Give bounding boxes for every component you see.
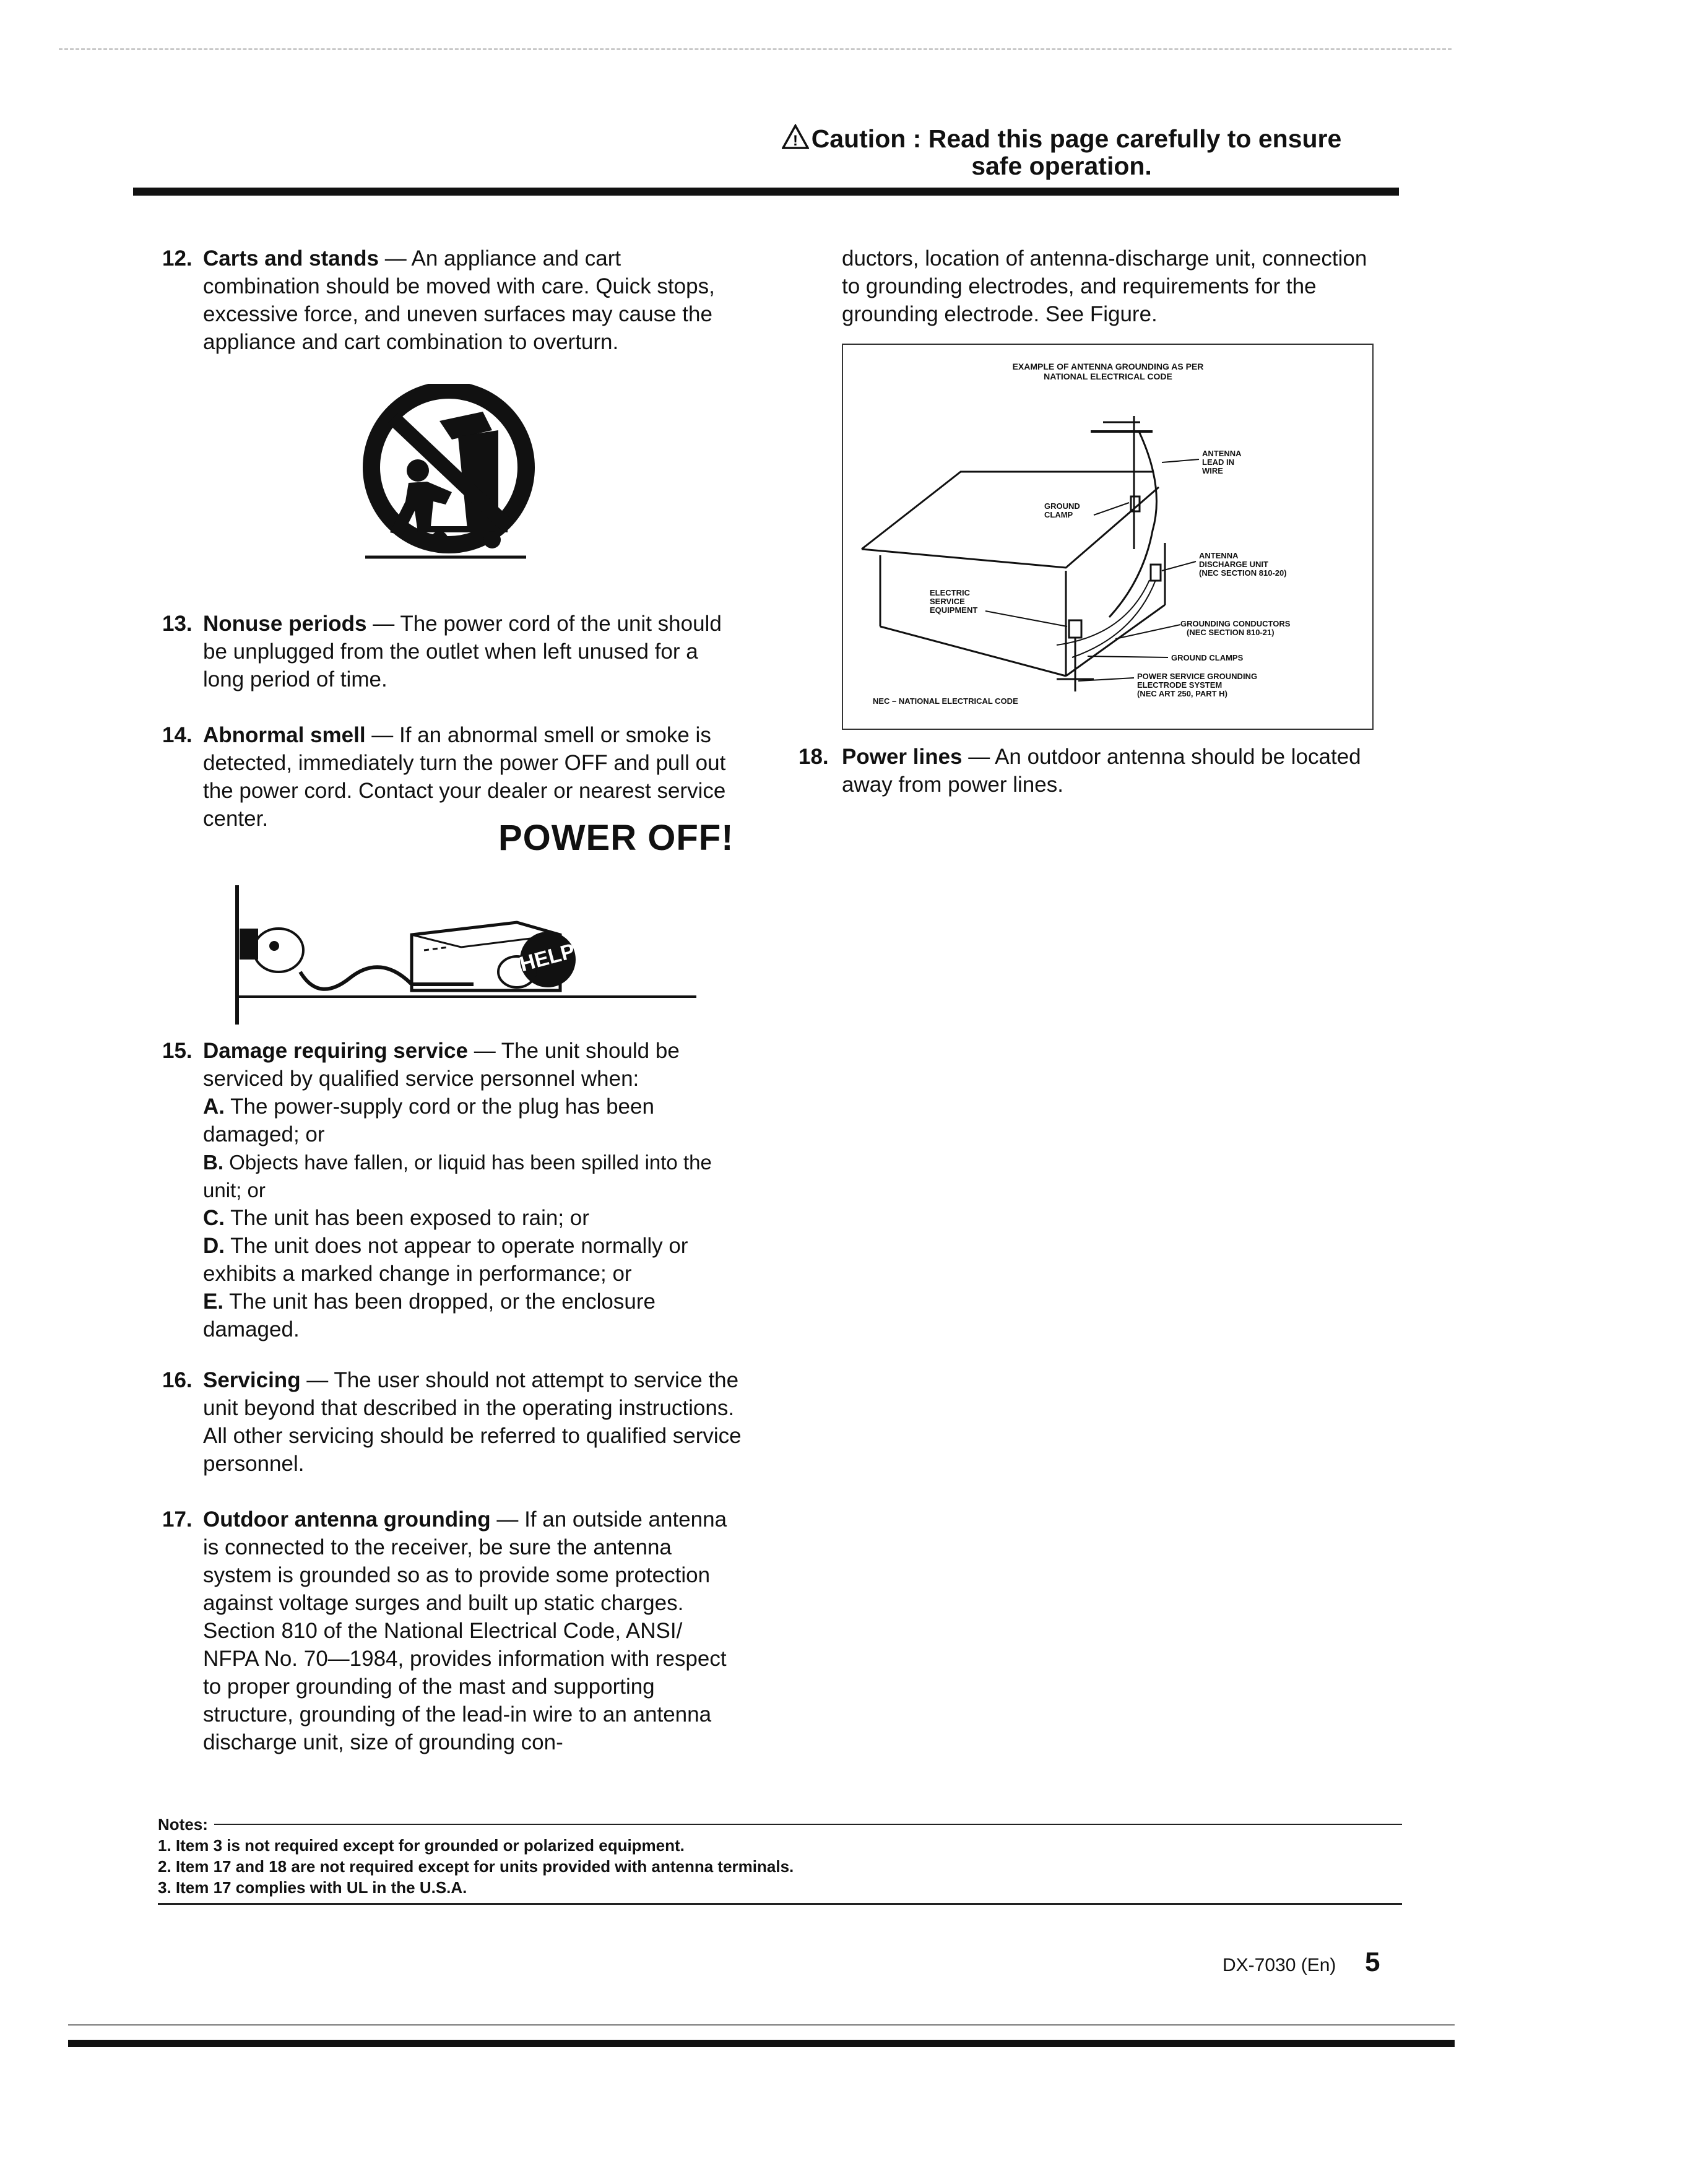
label-nec-legend: NEC – NATIONAL ELECTRICAL CODE bbox=[873, 696, 1018, 706]
help-text: HELP bbox=[517, 939, 578, 977]
label-power-service: POWER SERVICE GROUNDING bbox=[1137, 672, 1258, 681]
label-ground: GROUND bbox=[1044, 501, 1080, 511]
sub-item-e bbox=[203, 1288, 743, 1343]
sub-key: D. bbox=[203, 1234, 225, 1258]
figure-title-2: NATIONAL ELECTRICAL CODE bbox=[1044, 371, 1172, 381]
item-title: Power lines bbox=[842, 745, 963, 769]
notes-section bbox=[158, 1814, 1402, 1905]
item-17 bbox=[162, 1506, 743, 1756]
antenna-grounding-diagram bbox=[843, 345, 1372, 729]
item-text: The power cord of the unit should be unplugged from the outlet when left unused for a long period of time. bbox=[203, 612, 722, 691]
separator: — bbox=[365, 723, 400, 747]
power-off-cartoon-illustration bbox=[226, 885, 709, 1028]
item-title: Servicing bbox=[203, 1368, 301, 1392]
footer-thin-rule bbox=[68, 2024, 1455, 2026]
sub-item-b bbox=[203, 1148, 743, 1204]
separator: — bbox=[490, 1507, 525, 1532]
item-12 bbox=[162, 245, 743, 356]
sub-item-c bbox=[203, 1204, 743, 1232]
label-electrode-system: ELECTRODE SYSTEM bbox=[1137, 680, 1223, 690]
item-number: 18. bbox=[799, 745, 829, 769]
separator: — bbox=[300, 1368, 334, 1392]
page-number: 5 bbox=[1365, 1947, 1380, 1977]
header-line-2: safe operation. bbox=[971, 152, 1152, 180]
label-wire: WIRE bbox=[1202, 466, 1223, 475]
label-equipment: EQUIPMENT bbox=[930, 605, 978, 615]
item-title: Carts and stands bbox=[203, 246, 379, 271]
sub-text: The unit has been dropped, or the enclosure damaged. bbox=[203, 1289, 656, 1341]
item-number: 12. bbox=[162, 246, 193, 271]
separator: — bbox=[378, 246, 412, 271]
power-off-label: POWER OFF! bbox=[498, 818, 734, 858]
item-16 bbox=[162, 1366, 743, 1478]
label-grounding-conductors: GROUNDING CONDUCTORS bbox=[1180, 619, 1291, 628]
label-electric: ELECTRIC bbox=[930, 588, 970, 597]
label-nec-art-250: (NEC ART 250, PART H) bbox=[1137, 689, 1227, 698]
label-nec-810-21: (NEC SECTION 810-21) bbox=[1187, 628, 1275, 637]
note-1: 1. Item 3 is not required except for grounded or polarized equipment. bbox=[158, 1836, 685, 1855]
separator: — bbox=[962, 745, 995, 769]
separator: — bbox=[366, 612, 400, 636]
label-discharge-unit: DISCHARGE UNIT bbox=[1199, 560, 1268, 569]
item-text: If an abnormal smell or smoke is detected, immediately turn the power OFF and pull out the power cord. Contact your dealer or nearest service center. bbox=[203, 723, 726, 831]
item-text: If an outside antenna is connected to the receiver, be sure the antenna system is grounded so as to provide some protection against voltage surges and built up static charges. Section 810 of the National Electrical Code, ANSI/ NFPA No. 70—1984, provides information with respect to proper grounding of the mast and supporting structure, grounding of the lead-in wire to an antenna discharge unit, size of grounding con- bbox=[203, 1507, 727, 1754]
sub-key: E. bbox=[203, 1289, 224, 1314]
item-14 bbox=[162, 721, 743, 833]
label-ground-clamps: GROUND CLAMPS bbox=[1171, 653, 1244, 662]
sub-text: Objects have fallen, or liquid has been spilled into the unit; or bbox=[203, 1151, 712, 1202]
label-lead-in: LEAD IN bbox=[1202, 457, 1234, 467]
item-text: The user should not attempt to service the unit beyond that described in the operating instructions. All other servicing should be referred to qualified service personnel. bbox=[203, 1368, 742, 1476]
figure-title-1: EXAMPLE OF ANTENNA GROUNDING AS PER bbox=[1012, 362, 1204, 371]
separator: — bbox=[467, 1039, 501, 1063]
item-title: Outdoor antenna grounding bbox=[203, 1507, 491, 1532]
scan-dashed-top-line bbox=[59, 48, 1452, 50]
svg-text:!: ! bbox=[792, 132, 798, 149]
item-17-continuation: ductors, location of antenna-discharge unit, connection to grounding electrodes, and requirements for the grounding electrode. See Figure. bbox=[842, 246, 1367, 326]
notes-bottom-rule bbox=[158, 1903, 1402, 1905]
sub-text: The unit has been exposed to rain; or bbox=[230, 1206, 589, 1230]
item-title: Nonuse periods bbox=[203, 612, 367, 636]
sub-item-d bbox=[203, 1232, 743, 1288]
item-number: 13. bbox=[162, 612, 193, 636]
item-number: 17. bbox=[162, 1507, 193, 1532]
sub-item-a bbox=[203, 1093, 743, 1148]
warning-triangle-icon bbox=[782, 124, 809, 154]
label-clamp: CLAMP bbox=[1044, 510, 1073, 519]
label-antenna: ANTENNA bbox=[1202, 449, 1242, 458]
item-number: 15. bbox=[162, 1039, 193, 1063]
item-title: Damage requiring service bbox=[203, 1039, 468, 1063]
item-text: The unit should be serviced by qualified service personnel when: bbox=[203, 1039, 680, 1091]
sub-key: A. bbox=[203, 1094, 225, 1119]
notes-label: Notes: bbox=[158, 1815, 208, 1834]
notes-rule bbox=[214, 1824, 1402, 1825]
item-text: An outdoor antenna should be located away from power lines. bbox=[842, 745, 1361, 797]
sub-text: The power-supply cord or the plug has been damaged; or bbox=[203, 1094, 654, 1146]
model-number: DX-7030 (En) bbox=[1223, 1955, 1336, 1975]
item-text: An appliance and cart combination should be moved with care. Quick stops, excessive force, and uneven surfaces may cause the appliance and cart combination to overturn. bbox=[203, 246, 715, 354]
label-service: SERVICE bbox=[930, 597, 965, 606]
item-15 bbox=[162, 1037, 743, 1093]
header-line-1: Caution : Read this page carefully to ensure bbox=[811, 124, 1342, 153]
item-18 bbox=[799, 743, 1371, 799]
note-3: 3. Item 17 complies with UL in the U.S.A. bbox=[158, 1878, 467, 1897]
cart-tipover-warning-icon bbox=[359, 384, 539, 570]
item-number: 16. bbox=[162, 1368, 193, 1392]
sub-key: B. bbox=[203, 1151, 223, 1174]
sub-key: C. bbox=[203, 1206, 225, 1230]
sub-text: The unit does not appear to operate normally or exhibits a marked change in performance; or bbox=[203, 1234, 688, 1286]
header-rule bbox=[133, 188, 1399, 196]
item-number: 14. bbox=[162, 723, 193, 747]
page-header bbox=[752, 124, 1371, 178]
item-title: Abnormal smell bbox=[203, 723, 366, 747]
label-antenna-2: ANTENNA bbox=[1199, 551, 1239, 560]
label-nec-810-20: (NEC SECTION 810-20) bbox=[1199, 568, 1287, 578]
item-13 bbox=[162, 610, 743, 693]
note-2: 2. Item 17 and 18 are not required except for units provided with antenna terminals. bbox=[158, 1857, 794, 1876]
footer-thick-rule bbox=[68, 2040, 1455, 2047]
antenna-grounding-figure bbox=[842, 344, 1374, 730]
